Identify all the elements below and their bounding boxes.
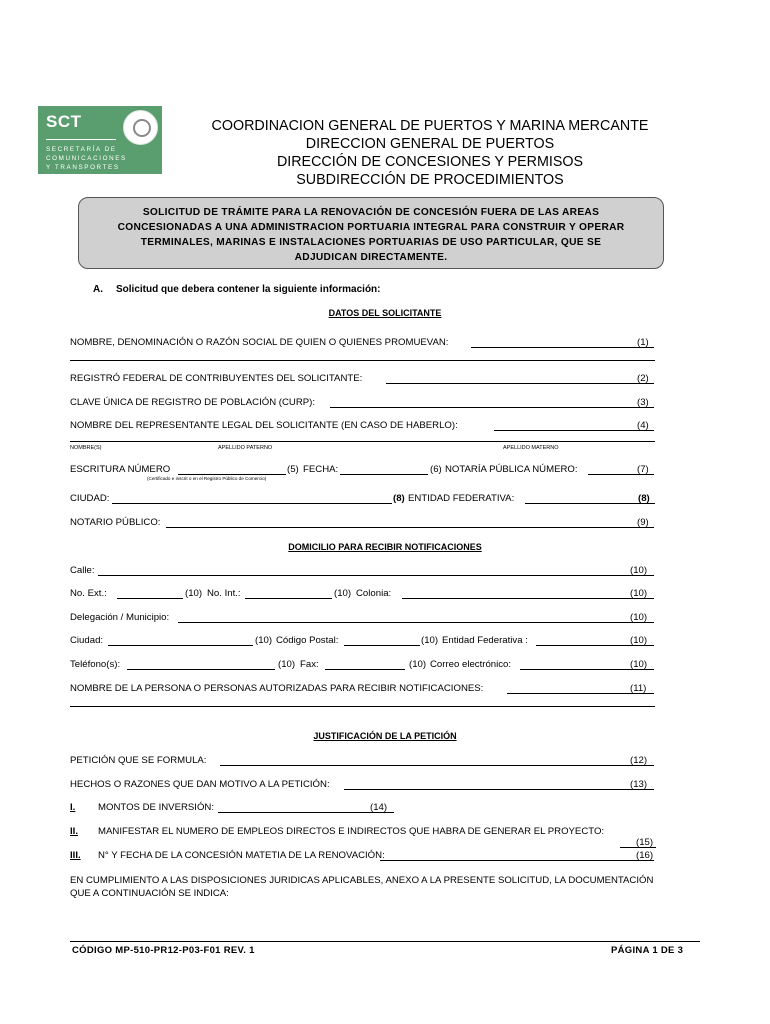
empleos-num: (15) [636, 837, 654, 848]
notaria-label: NOTARÍA PÚBLICA NÚMERO: [445, 464, 578, 475]
cp-label: Código Postal: [276, 635, 339, 646]
telefono-label: Teléfono(s): [70, 659, 121, 670]
nombre-label: NOMBRE, DENOMINACIÓN O RAZÓN SOCIAL DE QUIEN O QUIENES PROMUEVAN: [70, 337, 449, 348]
entidad-label: ENTIDAD FEDERATIVA: [408, 493, 515, 504]
cumplimiento-line-1: EN CUMPLIMIENTO A LAS DISPOSICIONES JURIDICAS APLICABLES, ANEXO A LA PRESENTE SOLICITUD, LA DOCUMENTACIÓN [70, 875, 654, 886]
montos-num: (14) [370, 802, 388, 813]
noext-num: (10) [185, 588, 203, 599]
cp-num: (10) [421, 635, 439, 646]
delegacion-num: (10) [630, 612, 648, 623]
footer-code: CÓDIGO MP-510-PR12-P03-F01 REV. 1 [72, 945, 255, 956]
title-line-4: ADJUDICAN DIRECTAMENTE. [294, 252, 448, 263]
noext-field[interactable] [117, 598, 183, 599]
rep-num: (4) [637, 420, 649, 431]
sub-paterno: APELLIDO PATERNO [218, 445, 273, 451]
noext-label: No. Ext.: [70, 588, 107, 599]
title-box-text [78, 205, 664, 265]
ciudad-field[interactable] [112, 503, 392, 504]
sub-nombre: NOMBRE(S) [70, 445, 102, 451]
header-line-4: SUBDIRECCIÓN DE PROCEDIMIENTOS [296, 172, 564, 188]
entidad-num: (8) [638, 493, 650, 504]
empleos-field[interactable] [620, 847, 656, 848]
datos-heading: DATOS DEL SOLICITANTE [328, 308, 442, 318]
title-line-2: CONCESIONADAS A UNA ADMINISTRACION PORTUARIA INTEGRAL PARA CONSTRUIR Y OPERAR [117, 222, 625, 233]
rep-label: NOMBRE DEL REPRESENTANTE LEGAL DEL SOLICITANTE (EN CASO DE HABERLO): [70, 420, 458, 431]
hechos-field[interactable] [344, 789, 654, 790]
fax-label: Fax: [300, 659, 319, 670]
noint-field[interactable] [245, 598, 332, 599]
section-a-text: Solicitud que debera contener la siguiente información: [116, 284, 381, 295]
delegacion-field[interactable] [178, 622, 654, 623]
calle-field[interactable] [98, 575, 654, 576]
ciudad-label: CIUDAD: [70, 493, 110, 504]
fax-field[interactable] [325, 669, 405, 670]
notario-field[interactable] [166, 527, 654, 528]
colonia-field[interactable] [402, 598, 654, 599]
fecha-field[interactable] [340, 474, 428, 475]
rep-field[interactable] [494, 430, 654, 431]
header-line-2: DIRECCION GENERAL DE PUERTOS [305, 136, 555, 152]
logo-line-3: Y TRANSPORTES [46, 164, 120, 171]
fax-num: (10) [409, 659, 427, 670]
calle-num: (10) [630, 565, 648, 576]
roman-iii: III. [70, 850, 81, 861]
concesion-field[interactable] [380, 860, 654, 861]
concesion-label: N° Y FECHA DE LA CONCESIÓN MATETIA DE LA RENOVACIÓN: [98, 850, 385, 861]
escritura-field[interactable] [178, 474, 286, 475]
autorizados-field-line-2[interactable] [70, 706, 655, 707]
peticion-field[interactable] [220, 765, 654, 766]
rep-field-line-2[interactable] [70, 441, 655, 442]
logo-line-2: COMUNICACIONES [46, 155, 127, 162]
dom-ciudad-num: (10) [255, 635, 273, 646]
correo-label: Correo electrónico: [430, 659, 512, 670]
autorizados-label: NOMBRE DE LA PERSONA O PERSONAS AUTORIZADAS PARA RECIBIR NOTIFICACIONES: [70, 683, 484, 694]
nombre-field-line-2[interactable] [70, 360, 655, 361]
dom-ciudad-field[interactable] [108, 645, 253, 646]
rfc-label: REGISTRÓ FEDERAL DE CONTRIBUYENTES DEL SOLICITANTE: [70, 373, 363, 384]
notario-num: (9) [637, 517, 649, 528]
peticion-num: (12) [630, 755, 648, 766]
roman-i: I. [70, 802, 76, 813]
telefono-field[interactable] [127, 669, 275, 670]
notario-label: NOTARIO PÚBLICO: [70, 517, 161, 528]
curp-label: CLAVE ÚNICA DE REGISTRO DE POBLACIÓN (CURP): [70, 397, 316, 408]
fecha-label: FECHA: [303, 464, 339, 475]
logo-divider [46, 139, 116, 140]
curp-field[interactable] [330, 407, 654, 408]
nombre-num: (1) [637, 337, 649, 348]
calle-label: Calle: [70, 565, 95, 576]
montos-field[interactable] [218, 812, 394, 813]
rfc-num: (2) [637, 373, 649, 384]
rfc-field[interactable] [386, 383, 654, 384]
dom-entidad-num: (10) [630, 635, 648, 646]
empleos-label: MANIFESTAR EL NUMERO DE EMPLEOS DIRECTOS E INDIRECTOS QUE HABRA DE GENERAR EL PROYECTO: [98, 826, 605, 837]
autorizados-num: (11) [630, 683, 647, 694]
delegacion-label: Delegación / Municipio: [70, 612, 170, 623]
montos-label: MONTOS DE INVERSIÓN: [98, 802, 215, 813]
roman-ii: II. [70, 826, 78, 837]
footer-rule [70, 941, 700, 942]
sct-logo [38, 106, 162, 174]
sub-materno: APELLIDO MATERNO [503, 445, 559, 451]
noint-label: No. Int.: [207, 588, 241, 599]
ciudad-num: (8) [393, 493, 405, 504]
section-a-letter: A. [93, 284, 103, 295]
mexico-seal-icon [123, 110, 158, 145]
notaria-num: (7) [637, 464, 649, 475]
footer-page: PÁGINA 1 DE 3 [611, 945, 684, 956]
logo-abbr: SCT [46, 112, 82, 131]
fecha-num: (6) [430, 464, 442, 475]
peticion-label: PETICIÓN QUE SE FORMULA: [70, 755, 207, 766]
hechos-label: HECHOS O RAZONES QUE DAN MOTIVO A LA PETICIÓN: [70, 779, 330, 790]
hechos-num: (13) [630, 779, 648, 790]
title-line-3: TERMINALES, MARINAS E INSTALACIONES PORTUARIAS DE USO PARTICULAR, QUE SE [140, 237, 602, 248]
logo-line-1: SECRETARÍA DE [46, 146, 117, 153]
dom-ciudad-label: Ciudad: [70, 635, 104, 646]
escritura-label: ESCRITURA NÚMERO [70, 464, 171, 475]
header-line-1: COORDINACION GENERAL DE PUERTOS Y MARINA MERCANTE [211, 118, 649, 134]
escritura-num: (5) [287, 464, 299, 475]
telefono-num: (10) [278, 659, 296, 670]
certificado-note: (Certificado e inscrit o en el Registro Público de Comercio) [147, 476, 267, 481]
colonia-label: Colonia: [356, 588, 392, 599]
title-line-1: SOLICITUD DE TRÁMITE PARA LA RENOVACIÓN DE CONCESIÓN FUERA DE LAS AREAS [142, 207, 600, 218]
header-line-3: DIRECCIÓN DE CONCESIONES Y PERMISOS [276, 154, 584, 170]
justificacion-heading: JUSTIFICACIÓN DE LA PETICIÓN [313, 731, 457, 741]
noint-num: (10) [334, 588, 352, 599]
entidad-field[interactable] [525, 503, 655, 504]
concesion-num: (16) [636, 850, 654, 861]
colonia-num: (10) [630, 588, 648, 599]
dom-entidad-label: Entidad Federativa : [442, 635, 528, 646]
nombre-field[interactable] [471, 347, 654, 348]
curp-num: (3) [637, 397, 649, 408]
correo-num: (10) [630, 659, 648, 670]
cumplimiento-line-2: QUE A CONTINUACIÓN SE INDICA: [70, 888, 229, 899]
domicilio-heading: DOMICILIO PARA RECIBIR NOTIFICACIONES [288, 542, 482, 552]
cp-field[interactable] [344, 645, 420, 646]
